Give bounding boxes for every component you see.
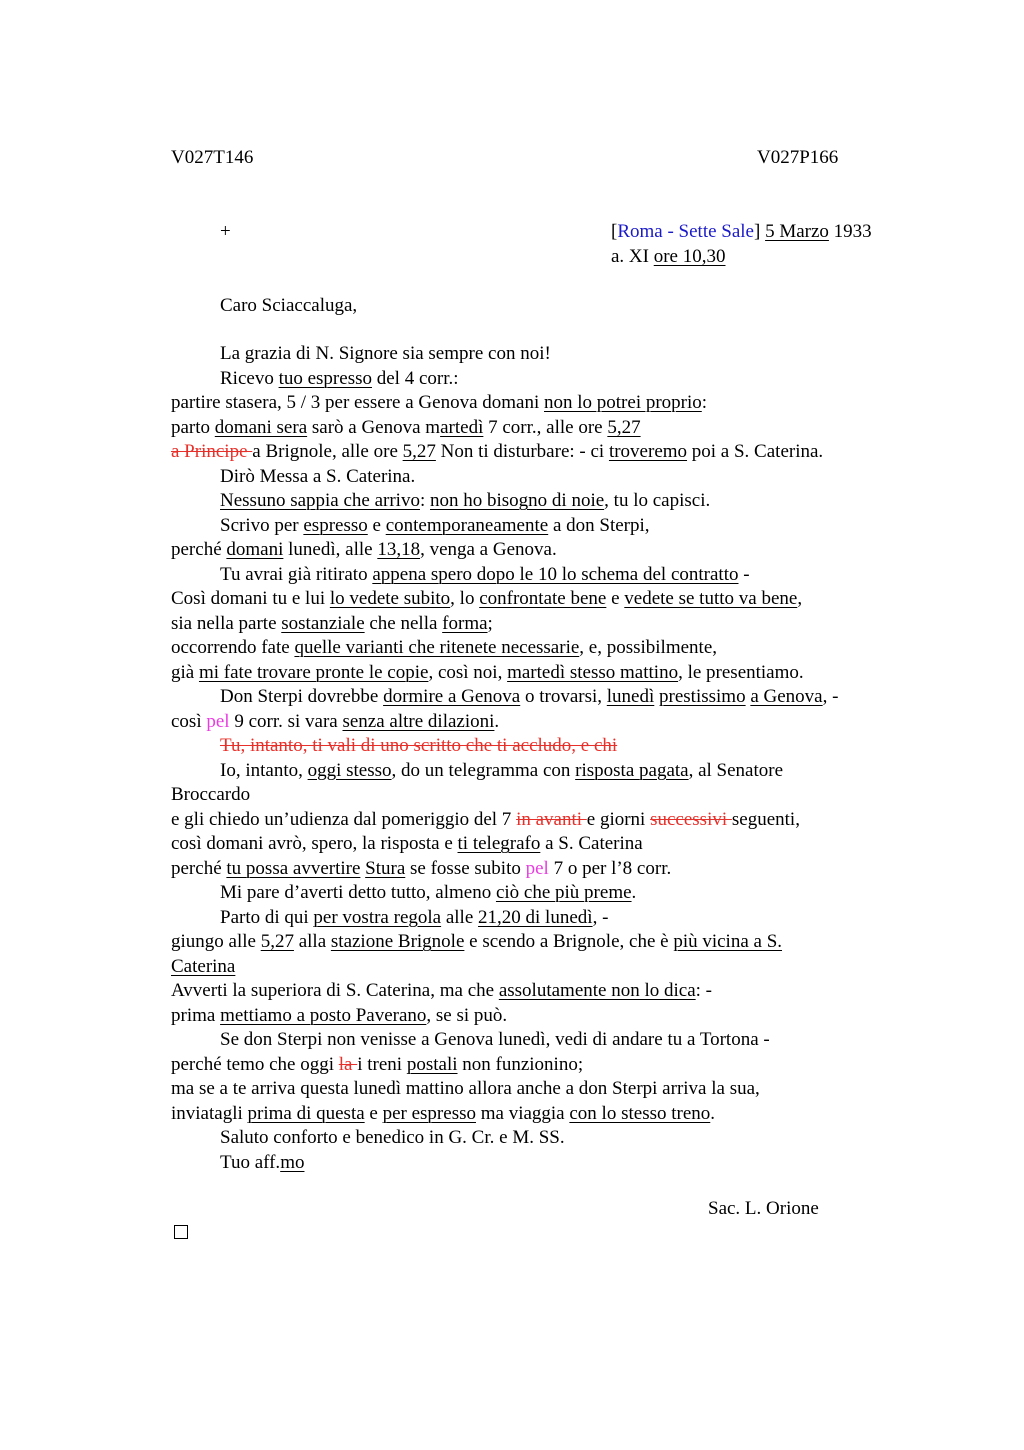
letter-line bbox=[171, 563, 911, 588]
letter-date: 5 Marzo bbox=[765, 221, 829, 242]
underlined-text: mi fate trovare pronte le copie bbox=[198, 661, 429, 683]
text-run: 7 corr., alle ore bbox=[483, 416, 608, 438]
struck-text: in avanti bbox=[516, 808, 587, 830]
text-run: se fosse subito bbox=[405, 857, 526, 879]
text-run: , bbox=[797, 588, 803, 609]
letter-year: 1933 bbox=[833, 221, 872, 242]
letter-line bbox=[171, 1102, 911, 1127]
text-run: inviatagli bbox=[171, 1102, 248, 1124]
underlined-text: assolutamente non lo dica bbox=[498, 980, 696, 1001]
text-run: , e, possibilmente, bbox=[579, 637, 718, 658]
text-run: Parto di qui bbox=[220, 906, 314, 928]
inserted-text: pel bbox=[525, 857, 549, 879]
letter-line bbox=[171, 514, 911, 539]
underlined-text: mo bbox=[280, 1151, 305, 1173]
underlined-text: confrontate bene bbox=[479, 588, 607, 609]
letter-line bbox=[171, 759, 911, 784]
text-run: i treni bbox=[357, 1053, 407, 1075]
text-run: a don Sterpi, bbox=[548, 514, 650, 536]
underlined-text: artedì bbox=[440, 416, 484, 438]
text-run: Così domani tu e lui bbox=[171, 588, 330, 609]
underlined-text: 5,27 bbox=[607, 416, 641, 438]
underlined-text: forma bbox=[442, 612, 488, 634]
letter-dateline bbox=[611, 220, 872, 244]
text-run: , - bbox=[592, 906, 609, 928]
underlined-text: postali bbox=[406, 1053, 458, 1075]
text-run: partire stasera, 5 / 3 per essere a Genova domani bbox=[171, 392, 544, 413]
text-run: Non ti disturbare: - ci bbox=[435, 441, 609, 462]
text-run: Tu avrai già ritirato bbox=[220, 563, 373, 585]
letter-line bbox=[171, 1151, 911, 1176]
underlined-text: più vicina a S. bbox=[673, 931, 783, 952]
text-run: , così noi, bbox=[428, 661, 508, 683]
text-run: , al Senatore bbox=[688, 759, 784, 781]
letter-line bbox=[171, 1004, 911, 1029]
text-run: : - bbox=[695, 980, 712, 1001]
letter-line bbox=[171, 1028, 911, 1053]
text-run: Scrivo per bbox=[220, 514, 304, 536]
underlined-text: non lo potrei proprio bbox=[544, 392, 702, 413]
place-name: Roma - Sette Sale bbox=[617, 221, 754, 242]
text-run: , se si può. bbox=[426, 1004, 508, 1026]
letter-line bbox=[171, 538, 911, 563]
text-run: e bbox=[364, 1102, 383, 1124]
text-run: e giorni bbox=[586, 808, 651, 830]
letter-line bbox=[171, 416, 911, 441]
text-run: , venga a Genova. bbox=[420, 539, 557, 560]
letter-line bbox=[171, 881, 911, 906]
text-run: sarò a Genova m bbox=[307, 416, 441, 438]
underlined-text: ti telegrafo bbox=[457, 833, 541, 854]
text-run: Tuo aff. bbox=[220, 1151, 281, 1173]
underlined-text: ciò che più preme bbox=[495, 882, 632, 903]
underlined-text: appena spero dopo le 10 lo schema del contratto bbox=[372, 563, 739, 585]
struck-text: Tu, intanto, ti vali di uno scritto che ti accludo, e chi bbox=[220, 735, 618, 756]
text-run: , tu lo capisci. bbox=[604, 490, 711, 511]
text-run: perché temo che oggi bbox=[171, 1053, 339, 1075]
letter-line bbox=[171, 710, 911, 735]
underlined-text: quelle varianti che ritenete necessarie bbox=[294, 637, 580, 658]
underlined-text: prestissimo bbox=[659, 686, 746, 707]
text-run: , - bbox=[822, 686, 839, 707]
text-run: alla bbox=[293, 931, 331, 952]
text-run: che nella bbox=[364, 612, 443, 634]
underlined-text: contemporaneamente bbox=[385, 514, 549, 536]
cross-mark: + bbox=[220, 221, 231, 242]
underlined-text: non ho bisogno di noie bbox=[430, 490, 605, 511]
text-run: 7 o per l’8 corr. bbox=[548, 857, 672, 879]
underlined-text: per vostra regola bbox=[313, 906, 442, 928]
fascist-era-year: a. XI bbox=[611, 246, 649, 267]
text-run: parto bbox=[171, 416, 215, 438]
bracket-close: ] bbox=[754, 221, 761, 242]
text-run: a Brignole, alle ore bbox=[252, 441, 403, 462]
underlined-text: tu possa avvertire bbox=[226, 857, 361, 879]
text-run: del 4 corr.: bbox=[371, 367, 459, 389]
underlined-text: troveremo bbox=[608, 441, 688, 462]
text-run: Dirò Messa a S. Caterina. bbox=[220, 465, 416, 487]
underlined-text: lunedì bbox=[606, 686, 655, 707]
text-run: così domani avrò, spero, la risposta e bbox=[171, 833, 458, 854]
text-run: non funzionino; bbox=[457, 1053, 584, 1075]
text-run: perché bbox=[171, 857, 227, 879]
text-run: poi a S. Caterina. bbox=[687, 441, 824, 462]
struck-text: successivi bbox=[650, 808, 732, 830]
letter-line bbox=[171, 440, 911, 465]
letter-line bbox=[171, 587, 911, 612]
text-run: Ricevo bbox=[220, 367, 279, 389]
document-code-right: V027P166 bbox=[757, 147, 839, 168]
letter-line bbox=[171, 612, 911, 637]
underlined-text: 5,27 bbox=[402, 441, 436, 462]
text-run: e gli chiedo un’udienza dal pomeriggio del 7 bbox=[171, 808, 517, 830]
text-run: , do un telegramma con bbox=[391, 759, 576, 781]
text-run: e scendo a Brignole, che è bbox=[464, 931, 674, 952]
letter-line bbox=[171, 783, 911, 808]
underlined-text: Stura bbox=[365, 857, 406, 879]
letter-line bbox=[171, 1077, 911, 1102]
struck-text: la bbox=[338, 1053, 358, 1075]
letter-line bbox=[171, 661, 911, 686]
underlined-text: 21,20 di lunedì bbox=[478, 906, 593, 928]
letter-line bbox=[171, 489, 911, 514]
text-run: perché bbox=[171, 539, 227, 560]
text-run: ma se a te arriva questa lunedì mattino allora anche a don Sterpi arriva la sua, bbox=[171, 1078, 760, 1099]
text-run: Saluto conforto e benedico in G. Cr. e M. SS. bbox=[220, 1127, 565, 1148]
text-run: seguenti, bbox=[731, 808, 800, 830]
letter-time: ore 10,30 bbox=[653, 246, 726, 267]
text-run: e bbox=[606, 588, 625, 609]
letter-line bbox=[171, 342, 911, 367]
underlined-text: 13,18 bbox=[377, 539, 421, 560]
text-run: Don Sterpi dovrebbe bbox=[220, 686, 384, 707]
text-run: alle bbox=[441, 906, 479, 928]
text-run: , lo bbox=[450, 588, 480, 609]
letter-line bbox=[171, 391, 911, 416]
text-run: Mi pare d’averti detto tutto, almeno bbox=[220, 882, 496, 903]
text-run: occorrendo fate bbox=[171, 637, 295, 658]
text-run: o trovarsi, bbox=[520, 686, 607, 707]
text-run: prima bbox=[171, 1004, 221, 1026]
letter-line bbox=[171, 1126, 911, 1151]
text-run: e bbox=[367, 514, 386, 536]
text-run: Se don Sterpi non venisse a Genova lunedì, vedi di andare tu a Tortona - bbox=[220, 1029, 770, 1050]
underlined-text: domani sera bbox=[214, 416, 308, 438]
text-run: ; bbox=[487, 612, 493, 634]
letter-line bbox=[171, 857, 911, 882]
underlined-text: risposta pagata bbox=[575, 759, 689, 781]
letter-line bbox=[171, 1053, 911, 1078]
bracket-open: [ bbox=[611, 221, 618, 242]
letter-line bbox=[171, 367, 911, 392]
inserted-text: pel bbox=[206, 710, 230, 732]
letter-line bbox=[171, 808, 911, 833]
letter-line bbox=[171, 979, 911, 1004]
text-run: La grazia di N. Signore sia sempre con noi! bbox=[220, 343, 551, 364]
underlined-text: Caterina bbox=[171, 955, 236, 977]
text-run: Avverti la superiora di S. Caterina, ma che bbox=[171, 980, 499, 1001]
underlined-text: senza altre dilazioni bbox=[342, 710, 495, 732]
underlined-text: domani bbox=[226, 539, 284, 560]
text-run: . bbox=[710, 1102, 716, 1124]
underlined-text: 5,27 bbox=[260, 931, 294, 952]
text-run: . bbox=[631, 882, 637, 903]
text-run: Broccardo bbox=[171, 784, 251, 805]
text-run: già bbox=[171, 661, 199, 683]
struck-text: a Principe bbox=[171, 441, 253, 462]
text-run: sia nella parte bbox=[171, 612, 282, 634]
signature: Sac. L. Orione bbox=[708, 1198, 819, 1219]
text-run: - bbox=[738, 563, 750, 585]
letter-body bbox=[171, 342, 911, 1175]
text-run: , le presentiamo. bbox=[678, 661, 804, 683]
underlined-text: con lo stesso treno bbox=[569, 1102, 711, 1124]
letter-line bbox=[171, 955, 911, 980]
text-run: . bbox=[494, 710, 500, 732]
text-run: giungo alle bbox=[171, 931, 261, 952]
text-run: : bbox=[419, 490, 430, 511]
underlined-text: vedete se tutto va bene bbox=[624, 588, 798, 609]
underlined-text: Nessuno sappia che arrivo bbox=[220, 490, 420, 511]
letter-line bbox=[171, 930, 911, 955]
text-run: così bbox=[171, 710, 207, 732]
greeting: Caro Sciaccaluga, bbox=[220, 295, 358, 316]
letter-timeline bbox=[611, 245, 726, 269]
underlined-text: oggi stesso bbox=[307, 759, 392, 781]
underlined-text: prima di questa bbox=[247, 1102, 365, 1124]
underlined-text: tuo espresso bbox=[278, 367, 372, 389]
underlined-text: sostanziale bbox=[281, 612, 365, 634]
underlined-text: mettiamo a posto Paverano bbox=[220, 1004, 427, 1026]
underlined-text: martedì stesso mattino bbox=[507, 661, 679, 683]
end-box-icon bbox=[174, 1225, 188, 1239]
letter-line bbox=[171, 906, 911, 931]
letter-line bbox=[171, 832, 911, 857]
letter-line bbox=[171, 734, 911, 759]
text-run: 9 corr. si vara bbox=[229, 710, 343, 732]
underlined-text: lo vedete subito bbox=[329, 588, 451, 609]
text-run: : bbox=[701, 392, 708, 413]
text-run: Io, intanto, bbox=[220, 759, 308, 781]
letter-line bbox=[171, 685, 911, 710]
underlined-text: per espresso bbox=[382, 1102, 476, 1124]
underlined-text: a Genova bbox=[750, 686, 823, 707]
letter-line bbox=[171, 465, 911, 490]
underlined-text: dormire a Genova bbox=[383, 686, 521, 707]
letter-line bbox=[171, 636, 911, 661]
underlined-text: stazione Brignole bbox=[330, 931, 465, 952]
document-code-left: V027T146 bbox=[171, 147, 254, 168]
text-run: a S. Caterina bbox=[540, 833, 643, 854]
text-run: ma viaggia bbox=[475, 1102, 570, 1124]
underlined-text: espresso bbox=[303, 514, 368, 536]
text-run: lunedì, alle bbox=[283, 539, 378, 560]
